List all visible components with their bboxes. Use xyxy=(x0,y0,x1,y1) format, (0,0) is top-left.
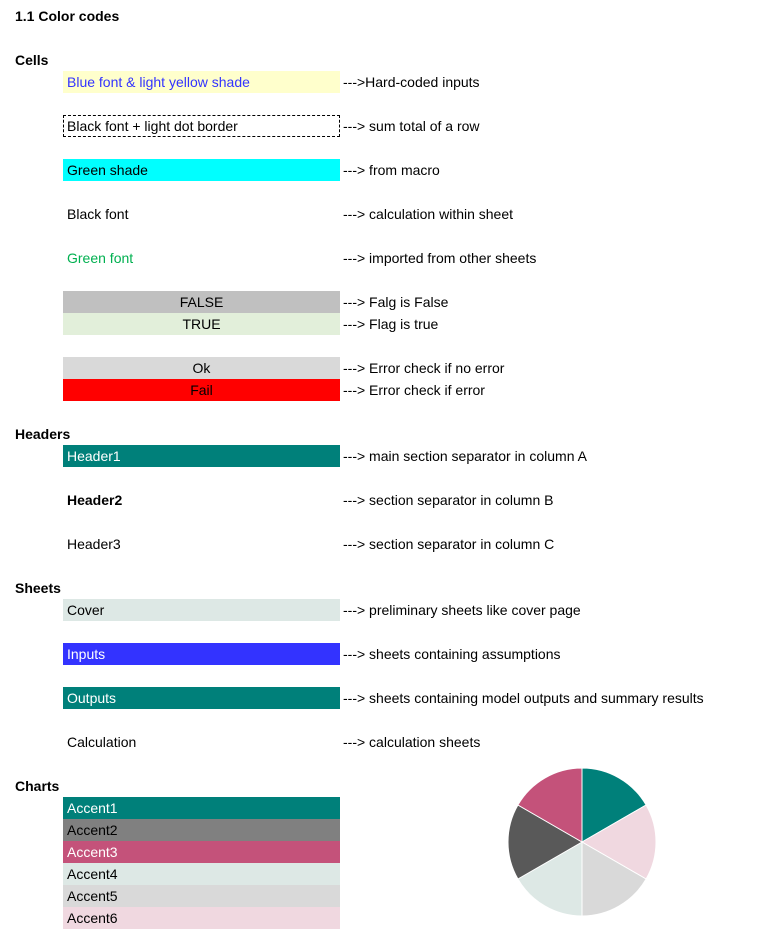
desc-flag-false: ---> Falg is False xyxy=(343,294,449,310)
page-title: 1.1 Color codes xyxy=(15,8,120,24)
desc-flag-true: ---> Flag is true xyxy=(343,316,439,332)
swatch-inputs: Inputs xyxy=(63,643,340,665)
desc-check-fail: ---> Error check if error xyxy=(343,382,485,398)
section-heading-sheets: Sheets xyxy=(15,580,61,596)
swatch-check-fail: Fail xyxy=(63,379,340,401)
swatch-black-font: Black font xyxy=(67,206,129,222)
swatch-green-font: Green font xyxy=(67,250,134,266)
section-heading-charts: Charts xyxy=(15,778,60,794)
desc-black-font: ---> calculation within sheet xyxy=(343,206,514,222)
desc-from-macro: ---> from macro xyxy=(343,162,440,178)
desc-green-font: ---> imported from other sheets xyxy=(343,250,537,266)
swatch-check-ok: Ok xyxy=(63,357,340,379)
desc-sum-total: ---> sum total of a row xyxy=(343,118,480,134)
swatch-header2: Header2 xyxy=(67,492,123,508)
desc-outputs: ---> sheets containing model outputs and summary results xyxy=(343,690,704,706)
swatch-outputs: Outputs xyxy=(63,687,340,709)
swatch-calculation: Calculation xyxy=(67,734,137,750)
desc-header3: ---> section separator in column C xyxy=(343,536,555,552)
swatch-header3: Header3 xyxy=(67,536,121,552)
swatch-accent4: Accent4 xyxy=(63,863,340,885)
swatch-flag-true: TRUE xyxy=(63,313,340,335)
swatch-accent3: Accent3 xyxy=(63,841,340,863)
section-heading-cells: Cells xyxy=(15,52,49,68)
desc-cover: ---> preliminary sheets like cover page xyxy=(343,602,581,618)
swatch-cover: Cover xyxy=(63,599,340,621)
swatch-accent5: Accent5 xyxy=(63,885,340,907)
desc-header2: ---> section separator in column B xyxy=(343,492,554,508)
swatch-accent1: Accent1 xyxy=(63,797,340,819)
desc-header1: ---> main section separator in column A xyxy=(343,448,587,464)
swatch-header1: Header1 xyxy=(63,445,340,467)
section-heading-headers: Headers xyxy=(15,426,71,442)
swatch-accent6: Accent6 xyxy=(63,907,340,929)
swatch-sum-total: Black font + light dot border xyxy=(63,115,340,137)
swatch-accent2: Accent2 xyxy=(63,819,340,841)
desc-hard-coded-inputs: --->Hard-coded inputs xyxy=(343,74,480,90)
accent-pie-chart xyxy=(506,766,658,918)
desc-check-ok: ---> Error check if no error xyxy=(343,360,505,376)
desc-inputs: ---> sheets containing assumptions xyxy=(343,646,561,662)
desc-calculation: ---> calculation sheets xyxy=(343,734,481,750)
swatch-from-macro: Green shade xyxy=(63,159,340,181)
swatch-hard-coded-inputs: Blue font & light yellow shade xyxy=(63,71,340,93)
swatch-flag-false: FALSE xyxy=(63,291,340,313)
